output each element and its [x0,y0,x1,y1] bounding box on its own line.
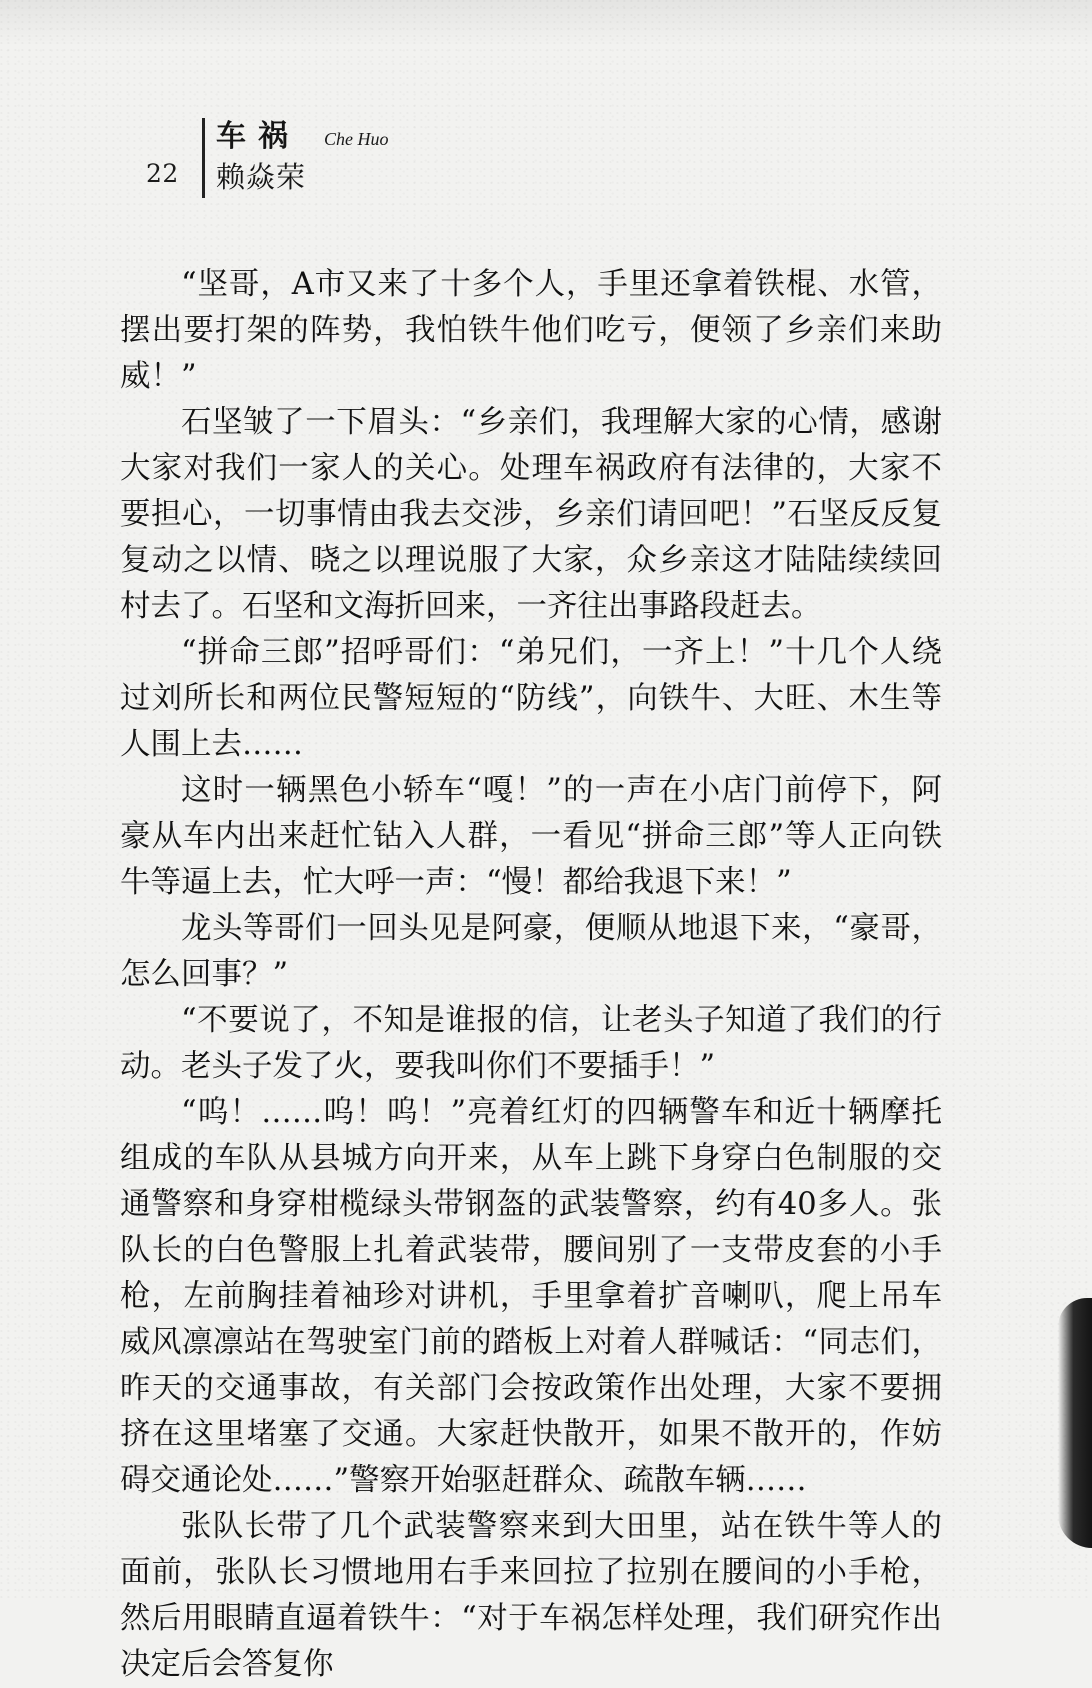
book-title: 车祸 [216,119,300,154]
paragraph: “坚哥，A市又来了十多个人，手里还拿着铁棍、水管，摆出要打架的阵势，我怕铁牛他们吃亏，便领了乡亲们来助威！” [120,267,942,394]
paragraph: 龙头等哥们一回头见是阿豪，便顺从地退下来，“豪哥，怎么回事？” [120,911,942,992]
paragraph: 石坚皱了一下眉头：“乡亲们，我理解大家的心情，感谢大家对我们一家人的关心。处理车祸政府有法律的，大家不要担心，一切事情由我去交涉，乡亲们请回吧！”石坚反反复复动之以情、晓之以理说服了大家，众乡亲这才陆陆续续回村去了。石坚和文海折回来，一齐往出事路段赶去。 [120,405,942,624]
running-header [146,118,486,202]
header-divider [202,118,205,198]
body-text [120,262,942,1688]
book-title-pinyin: Che Huo [324,129,389,149]
paragraph: 张队长带了几个武装警察来到大田里，站在铁牛等人的面前，张队长习惯地用右手来回拉了拉别在腰间的小手枪，然后用眼睛直逼着铁牛：“对于车祸怎样处理，我们研究作出决定后会答复你 [120,1509,942,1682]
paragraph: “拼命三郎”招呼哥们：“弟兄们，一齐上！”十几个人绕过刘所长和两位民警短短的“防线”，向铁牛、大旺、木生等人围上去…… [120,635,942,762]
paragraph: “不要说了，不知是谁报的信，让老头子知道了我们的行动。老头子发了火，要我叫你们不要插手！” [120,1003,942,1084]
scan-edge-shadow [1058,1298,1092,1548]
scan-top-shadow [0,0,1092,46]
page-number: 22 [146,159,179,188]
paragraph: “呜！……呜！呜！”亮着红灯的四辆警车和近十辆摩托组成的车队从县城方向开来，从车上跳下身穿白色制服的交通警察和身穿柑榄绿头带钢盔的武装警察，约有40多人。张队长的白色警服上扎着武装带，腰间别了一支带皮套的小手枪，左前胸挂着袖珍对讲机，手里拿着扩音喇叭，爬上吊车威风凛凛站在驾驶室门前的踏板上对着人群喊话：“同志们，昨天的交通事故，有关部门会按政策作出处理，大家不要拥挤在这里堵塞了交通。大家赶快散开，如果不散开的，作妨碍交通论处……”警察开始驱赶群众、疏散车辆…… [120,1095,942,1498]
paragraph: 这时一辆黑色小轿车“嘎！”的一声在小店门前停下，阿豪从车内出来赶忙钻入人群，一看见“拼命三郎”等人正向铁牛等逼上去，忙大呼一声：“慢！都给我退下来！” [120,773,942,900]
book-author: 赖焱荣 [216,160,307,194]
